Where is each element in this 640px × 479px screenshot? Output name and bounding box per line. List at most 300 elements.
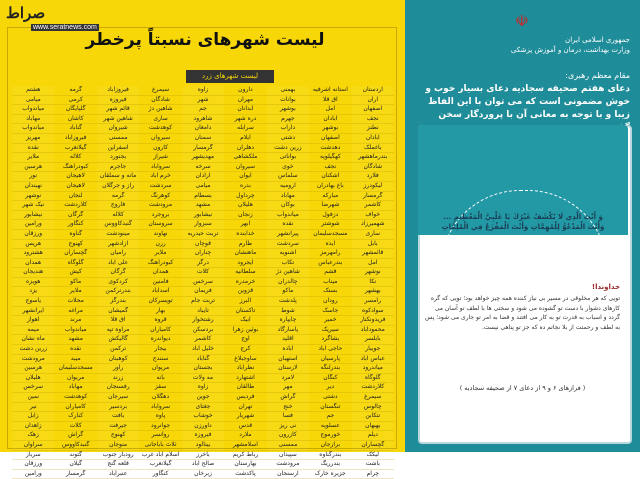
city-cell: سرخس (12, 383, 54, 393)
city-cell: کلاردشت (352, 383, 394, 393)
city-cell: دزفول (309, 211, 351, 221)
city-cell: بندرگز (97, 297, 139, 307)
city-cell: فیروزه (97, 96, 139, 106)
city-cell: سلطانیه (224, 268, 266, 278)
city-cell: جم (182, 105, 224, 115)
city-cell: نظرآباد (224, 364, 266, 374)
city-cell: کوهرنگ (139, 192, 181, 202)
city-cell: گناباد (54, 124, 96, 134)
city-cell: فریمان (182, 287, 224, 297)
city-cell: میمه (12, 326, 54, 336)
gov-line-1: جمهوری اسلامی ایران (565, 36, 630, 44)
city-cell: لاهیجان (54, 182, 96, 192)
city-cell: گرمسار (54, 470, 96, 479)
city-cell: دشتی (267, 134, 309, 144)
city-cell: تنکابن (352, 412, 394, 422)
city-cell: تایباد (182, 307, 224, 317)
city-cell: کهنوج (54, 240, 96, 250)
city-cell: آرادان (182, 172, 224, 182)
city-column (352, 86, 394, 479)
city-cell: سمنان (182, 134, 224, 144)
city-cell: پارسیان (309, 355, 351, 365)
city-cell: اشتهارد (224, 374, 266, 384)
city-column (309, 86, 351, 479)
city-cell: لیکک (352, 451, 394, 461)
city-cell: خرم آباد (139, 172, 181, 182)
city-cell: گچساران (352, 441, 394, 451)
city-cell: عنبرآباد (97, 470, 139, 479)
city-cell: ماه نشان (12, 335, 54, 345)
city-cell: نکا (352, 278, 394, 288)
city-cell: مسجدسلیمان (54, 364, 96, 374)
city-cell: آوج (224, 335, 266, 345)
city-cell: بندرماهشهر (352, 153, 394, 163)
city-cell: بهبهان (352, 422, 394, 432)
city-cell: کنگاور (54, 220, 96, 230)
city-cell: مراغه (54, 307, 96, 317)
city-cell: نیر (12, 403, 54, 413)
city-cell: دهدشت (309, 144, 351, 154)
city-cell: سیرجان (97, 393, 139, 403)
city-cell: چالوس (352, 403, 394, 413)
city-cell: فامنین (139, 278, 181, 288)
city-cell: سقز (139, 383, 181, 393)
city-cell: درگز (182, 259, 224, 269)
city-cell: کاشمر (182, 335, 224, 345)
city-cell: باغ بهادران (309, 182, 351, 192)
city-cell: شهر (182, 96, 224, 106)
city-cell: تنگستان (309, 403, 351, 413)
city-cell: سبزوار (182, 220, 224, 230)
city-cell: دره شهر (224, 115, 266, 125)
city-cell: سیمرغ (352, 393, 394, 403)
city-cell: بندرگناوه (309, 451, 351, 461)
city-cell: باغملک (352, 144, 394, 154)
city-cell: برازجان (309, 441, 351, 451)
city-cell: سرخس (182, 278, 224, 288)
city-cell: میاندرود (352, 364, 394, 374)
leader-quote: دعای هفتم صحیفه سجادیه دعای بسیار خوب و خوش مضمونی است که می توان با این الفاظ زیبا و با توجه به معانی آن با پروردگار سخن (425, 84, 630, 120)
city-cell: پاوه (139, 412, 181, 422)
city-cell: فیروزآباد (54, 134, 96, 144)
city-cell: بوشهر (267, 105, 309, 115)
city-cell: شیروان (97, 124, 139, 134)
city-cell: خدابنده (224, 230, 266, 240)
city-cell: میاندوآب (12, 124, 54, 134)
city-cell: لامرد (267, 374, 309, 384)
city-cell: کنارک (54, 412, 96, 422)
city-cell: آق قلا (309, 96, 351, 106)
city-cell: فردیس (224, 393, 266, 403)
city-cell: منوجان (97, 441, 139, 451)
city-cell: میاندوآب (54, 326, 96, 336)
city-cell: کارون (139, 144, 181, 154)
city-cell: بیجار (139, 345, 181, 355)
city-cell: لاهیجان (54, 172, 96, 182)
city-cell: سرباز (12, 451, 54, 461)
city-cell: نوشهر (12, 192, 54, 202)
city-cell: جغتای (182, 403, 224, 413)
city-cell: مرودشت (12, 355, 54, 365)
city-cell: گنبدکاووس (54, 441, 96, 451)
city-cell: ممسنی (97, 134, 139, 144)
city-cell: سروآباد (139, 403, 181, 413)
city-column (224, 86, 266, 479)
city-cell: کازرون (267, 431, 309, 441)
city-cell: دهگلان (139, 393, 181, 403)
city-cell: دارون (224, 86, 266, 96)
city-cell: هرسین (12, 364, 54, 374)
city-cell: ماهنشان (224, 249, 266, 259)
city-cell: مرودشت (267, 460, 309, 470)
city-cell: کرمی (54, 96, 96, 106)
city-cell: تربت جام (182, 297, 224, 307)
city-cell: خرمدره (224, 278, 266, 288)
city-column (267, 86, 309, 479)
city-cell: تاکستان (224, 307, 266, 317)
city-cell: کامیاران (54, 403, 96, 413)
city-cell: سیمرغ (139, 86, 181, 96)
list-subtitle: لیست شهرهای زرد (186, 70, 274, 83)
city-cell: آبادان (309, 115, 351, 125)
city-cell: سپیدان (267, 451, 309, 461)
city-cell: اهواز (12, 316, 54, 326)
city-cell: شاهین شهر (97, 115, 139, 125)
city-cell: رودبار جنوب (97, 451, 139, 461)
city-cell: ثلاث باباجانی (139, 441, 181, 451)
city-cell: بوشهر (309, 124, 351, 134)
city-cell: خوشاب (182, 412, 224, 422)
city-cell: ماکو (267, 287, 309, 297)
city-cell: هشترود (12, 249, 54, 259)
city-cell: شوط (267, 307, 309, 317)
city-cell: چایپاره (267, 316, 309, 326)
city-cell: استهبان (267, 355, 309, 365)
city-cell: آران (352, 96, 394, 106)
city-cell: جم (309, 412, 351, 422)
city-cell: راور (97, 364, 139, 374)
city-cell: مینودشت (97, 230, 139, 240)
city-cell: سردشت (139, 182, 181, 192)
city-cell: کبودرآهنگ (54, 163, 96, 173)
city-cell: نیشابور (12, 211, 54, 221)
city-cell: بندرریگ (309, 460, 351, 470)
city-cell: سراوان (12, 441, 54, 451)
city-cell: رامیان (97, 249, 139, 259)
city-cell: اصفهان (309, 134, 351, 144)
city-cell: بردسکن (182, 326, 224, 336)
city-cell: شادگان (352, 163, 394, 173)
city-cell: سنندج (139, 355, 181, 365)
city-cell: خواف (352, 211, 394, 221)
city-cell: گرمسار (182, 144, 224, 154)
city-cell: زاوه (182, 383, 224, 393)
city-cell: حاجی آباد (309, 345, 351, 355)
city-cell: شاهین دژ (139, 105, 181, 115)
city-cell: زاهدان (12, 422, 54, 432)
city-cell: اصفهان (352, 105, 394, 115)
city-cell: زرند (97, 374, 139, 384)
city-cell: بوکان (267, 201, 309, 211)
city-cell: رفسنجان (97, 383, 139, 393)
city-cell: خمیر (309, 316, 351, 326)
city-cell: گراش (267, 393, 309, 403)
city-cell: قزوین (224, 287, 266, 297)
city-cell: دشتی (309, 393, 351, 403)
city-cell: گلپایگان (54, 105, 96, 115)
city-cell: مانه و سملقان (97, 172, 139, 182)
city-cell: آق قلا (97, 316, 139, 326)
city-cell: البرز (224, 297, 266, 307)
city-cell: قوچان (182, 240, 224, 250)
city-column (54, 86, 96, 479)
city-cell: دیلم (352, 431, 394, 441)
city-cell: طالقان (224, 383, 266, 393)
city-cell: زابل (12, 412, 54, 422)
city-cell: گتوند (54, 451, 96, 461)
city-cell: محلات (54, 297, 96, 307)
city-cell: سردشت (267, 240, 309, 250)
city-cell: سلماس (267, 172, 309, 182)
city-cell: ملکشاهی (224, 153, 266, 163)
city-cell: داراب (267, 124, 309, 134)
city-cell: گنبدکاووس (97, 220, 139, 230)
city-cell: بهارستان (224, 460, 266, 470)
city-grid (12, 86, 394, 477)
city-cell: گمیشان (97, 307, 139, 317)
city-cell: فسا (267, 412, 309, 422)
city-cell: هرسین (12, 163, 54, 173)
city-cell: جوین (182, 393, 224, 403)
city-cell: اسدآباد (139, 287, 181, 297)
city-cell: مه ولات (182, 374, 224, 384)
city-cell: پاکدشت (224, 470, 266, 479)
city-cell: عباس آباد (352, 355, 394, 365)
city-cell: ممسنی (267, 441, 309, 451)
city-cell: فلارد (352, 172, 394, 182)
city-cell: اشنویه (267, 249, 309, 259)
translation-text: تویی که هر مخلوقی در مسیر بی نیاز کننده همه چیز خواهد بود؛ تویی که گره کارهای دشوار با دست تو گشوده می شود و سختی ها با لطف تو آسان می گردد و اسباب به قدرت تو به کار می افتند و قضا به امر تو جاری می شود؛ پس به لطف و رحمتت از بلا نجاتم ده که جز تو پناهی نیست. (425, 295, 620, 331)
city-cell: نور (12, 172, 54, 182)
city-cell: فاروج (97, 201, 139, 211)
city-cell: رامهرمز (309, 249, 351, 259)
city-cell: کوهدشت (139, 124, 181, 134)
city-cell: فیروزآباد (97, 86, 139, 96)
city-cell: نی ریز (267, 422, 309, 432)
city-cell: ملایر (139, 249, 181, 259)
city-cell: تهران (224, 403, 266, 413)
city-cell: مهدیشهر (182, 153, 224, 163)
city-cell: بندرلنگه (309, 364, 351, 374)
city-cell: تکاب (267, 259, 309, 269)
city-column (12, 86, 54, 479)
city-cell: اشکنان (309, 172, 351, 182)
city-cell: کنگان (309, 374, 351, 384)
city-cell: یاسوج (12, 297, 54, 307)
city-cell: میاندواب (12, 105, 54, 115)
iran-emblem-icon: ☫ (515, 12, 529, 30)
city-cell: گرگان (54, 211, 96, 221)
city-cell: کرج (224, 345, 266, 355)
city-cell: رامسر (352, 297, 394, 307)
city-cell: جهرم (267, 115, 309, 125)
city-cell: بردسیر (97, 403, 139, 413)
city-cell: گرمه (97, 192, 139, 202)
city-cell: مهر (267, 383, 309, 393)
city-cell: ایذه (309, 240, 351, 250)
city-cell: سرابله (224, 124, 266, 134)
city-cell: ساری (139, 115, 181, 125)
city-cell: قلعه گنج (97, 460, 139, 470)
city-cell: ابهر (224, 220, 266, 230)
city-cell: آبیک (224, 316, 266, 326)
city-cell: میامی (182, 182, 224, 192)
city-cell: خنج (267, 403, 309, 413)
city-cell: لنجان (54, 192, 96, 202)
city-cell: بافت (97, 412, 139, 422)
city-cell: شاهرود (182, 115, 224, 125)
city-cell: باخرز (182, 451, 224, 461)
city-column (182, 86, 224, 479)
city-cell: گلوگاه (352, 374, 394, 384)
city-cell: ملایر (12, 153, 54, 163)
city-cell: دیواندره (139, 335, 181, 345)
city-cell: آمل (352, 259, 394, 269)
city-cell: ابدانان (224, 105, 266, 115)
city-cell: نوشهر (352, 268, 394, 278)
city-cell: شادگان (139, 96, 181, 106)
city-column (97, 86, 139, 479)
city-cell: بجستان (182, 364, 224, 374)
city-cell: زهک (12, 431, 54, 441)
city-cell: خلیل آباد (182, 345, 224, 355)
city-column (139, 86, 181, 479)
city-cell: محمودآباد (352, 326, 394, 336)
city-cell: مهاباد (267, 192, 309, 202)
city-cell: زبرخان (182, 470, 224, 479)
city-cell: شهرضا (309, 201, 351, 211)
city-cell: آمل (309, 105, 351, 115)
city-cell: بندرترکمن (97, 287, 139, 297)
city-cell: نیک شهر (12, 201, 54, 211)
city-cell: کیش (54, 268, 96, 278)
city-cell: مریوان (54, 374, 96, 384)
city-cell: مبارکه (309, 192, 351, 202)
city-cell: مهران (224, 96, 266, 106)
city-cell: بسطام (182, 192, 224, 202)
city-cell: بجنورد (97, 153, 139, 163)
city-cell: نهاوند (139, 230, 181, 240)
city-cell: همدان (139, 268, 181, 278)
city-cell: گیلان (54, 460, 96, 470)
city-cell: سیریک (309, 326, 351, 336)
city-cell: بوئین زهرا (224, 326, 266, 336)
city-cell: ایرانشهر (12, 307, 54, 317)
city-cell: هریس (12, 240, 54, 250)
city-cell: گچساران (54, 249, 96, 259)
city-cell: کهگیلویه (309, 153, 351, 163)
city-cell: اسفراین (97, 144, 139, 154)
city-cell: صالح آباد (182, 460, 224, 470)
city-cell: مشهد (54, 335, 96, 345)
city-cell: شهمیرزاد (352, 220, 394, 230)
city-cell: مهاباد (12, 115, 54, 125)
dua-source: ( فرازهای ۶ و ۹ از دعای ۷ از صحیفه سجادیه ) (459, 384, 586, 392)
city-cell: جاسک (309, 307, 351, 317)
city-cell: نقده (267, 220, 309, 230)
city-cell: چالدران (267, 278, 309, 288)
city-cell: بروجرد (139, 211, 181, 221)
city-cell: مهریز (12, 134, 54, 144)
city-cell: هندیجان (12, 268, 54, 278)
city-cell: باشت (352, 460, 394, 470)
city-cell: مریوان (139, 364, 181, 374)
city-cell: اردستان (352, 86, 394, 96)
city-cell: سرخه (182, 163, 224, 173)
city-cell: گرمسار (352, 192, 394, 202)
city-cell: جیرفت (97, 422, 139, 432)
city-cell: بندرعباس (309, 259, 351, 269)
city-cell: مراوه تپه (97, 326, 139, 336)
city-cell: علی آباد (97, 259, 139, 269)
city-cell: سروآباد (139, 163, 181, 173)
city-cell: ملایر (54, 287, 96, 297)
city-cell: کوهبنان (97, 355, 139, 365)
city-cell: بوانات (267, 96, 309, 106)
city-cell: مرودشت (139, 201, 181, 211)
city-cell: ماکو (54, 278, 96, 288)
city-cell: ورامین (12, 220, 54, 230)
city-cell: رزن (139, 240, 181, 250)
city-cell: بهار (139, 307, 181, 317)
city-cell: جزیره خارک (309, 470, 351, 479)
city-cell: هلیلان (224, 201, 266, 211)
city-cell: کلاله (54, 153, 96, 163)
city-cell: ارسنجان (267, 470, 309, 479)
city-cell: شیراز (139, 153, 181, 163)
city-cell: میبد (54, 355, 96, 365)
city-cell: گناباد (182, 355, 224, 365)
city-cell: نطنز (352, 124, 394, 134)
city-cell: نجف (309, 163, 351, 173)
city-cell: شهریار (224, 412, 266, 422)
city-cell: فیروزه (182, 431, 224, 441)
city-cell: کردکوی (97, 278, 139, 288)
city-cell: قشم (309, 268, 351, 278)
city-cell: بستک (309, 287, 351, 297)
city-cell: زرین دشت (267, 144, 309, 154)
city-cell: قروه (139, 316, 181, 326)
city-cell: بینالود (182, 441, 224, 451)
city-cell: داورزن (182, 422, 224, 432)
city-cell: سروستان (139, 220, 181, 230)
city-cell: گلوگاه (54, 259, 96, 269)
city-cell: ایلام (224, 134, 266, 144)
city-cell: کاشمر (352, 201, 394, 211)
city-cell: عسلویه (309, 422, 351, 432)
city-cell: قائمشهر (352, 249, 394, 259)
city-cell: کبودرآهنگ (139, 259, 181, 269)
city-cell: تویسرکان (139, 297, 181, 307)
leader-label: مقام معظم رهبری: (565, 71, 630, 80)
footer-credit: مرکز روابط عمومی و اطلاع رسانی (477, 433, 573, 441)
city-cell: راز و جرگلان (97, 182, 139, 192)
city-cell: ملارد (224, 431, 266, 441)
city-cell: ورامین (12, 470, 54, 479)
city-cell: نقده (12, 144, 54, 154)
city-cell: جاجرم (97, 163, 139, 173)
city-cell: اقلید (267, 335, 309, 345)
